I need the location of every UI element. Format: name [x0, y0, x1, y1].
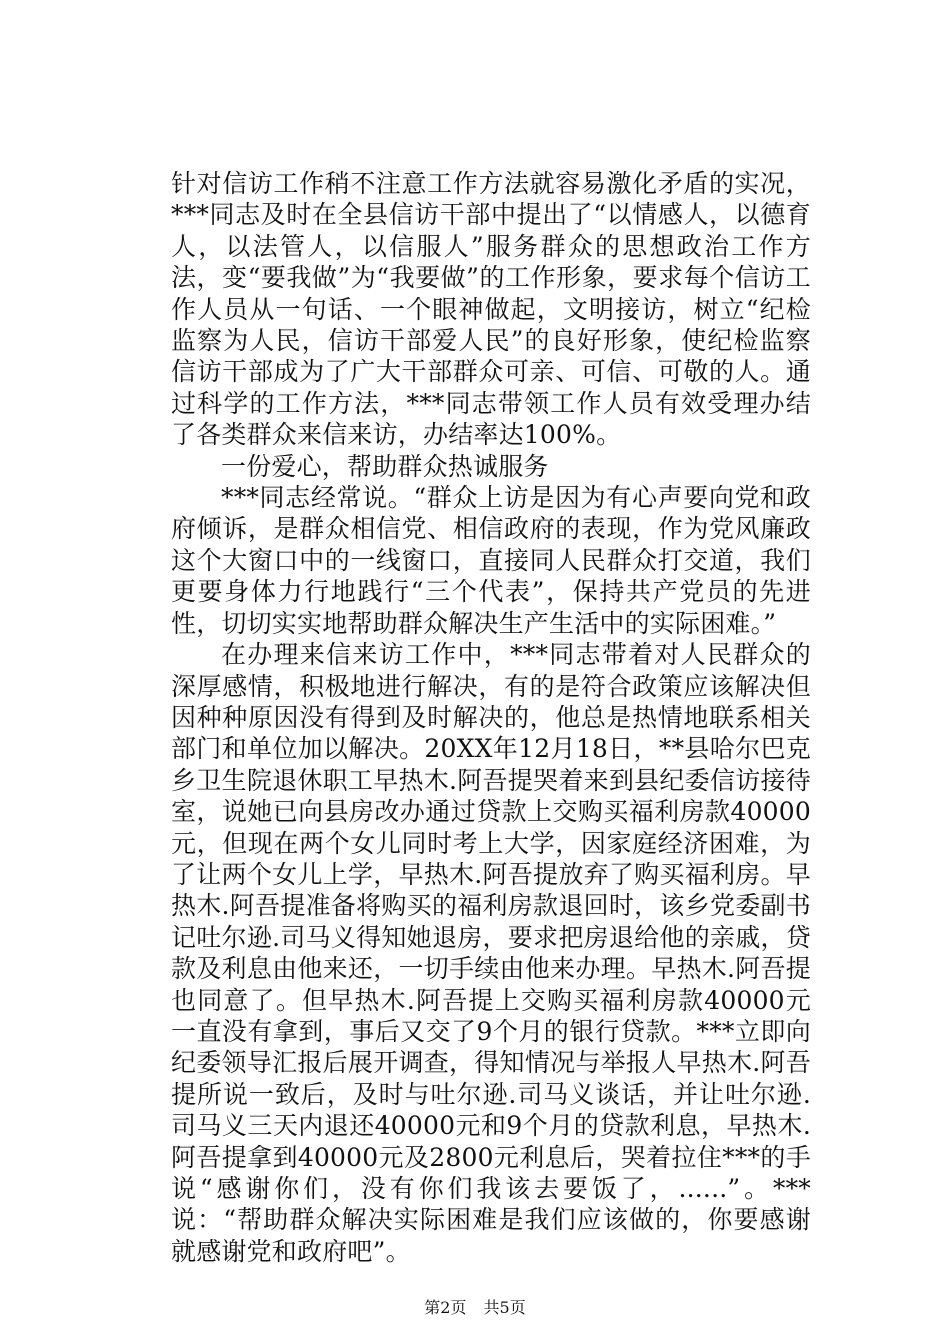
document-body [171, 168, 811, 1267]
page-total: 共5页 [483, 1298, 526, 1317]
paragraph-intro: 针对信访工作稍不注意工作方法就容易激化矛盾的实况，***同志及时在全县信访干部中提出了“以情感人，以德育人，以法管人，以信服人”服务群众的思想政治工作方法，变“要我做”为“我要做”的工作形象，要求每个信访工作人员从一句话、一个眼神做起，文明接访，树立“纪检监察为人民，信访干部爱人民”的良好形象，使纪检监察信访干部成为了广大干部群众可亲、可信、可敬的人。通过科学的工作方法，***同志带领工作人员有效受理办结了各类群众来信来访，办结率达100%。 [171, 169, 811, 450]
section-heading: 一份爱心，帮助群众热诚服务 [221, 451, 549, 481]
page-footer [0, 1298, 950, 1318]
paragraph-quote: ***同志经常说。“群众上访是因为有心声要向党和政府倾诉，是群众相信党、相信政府的表现，作为党风廉政这个大窗口中的一线窗口，直接同人民群众打交道，我们更要身体力行地践行“三个代表”，保持共产党员的先进性，切切实实地帮助群众解决生产生活中的实际困难。” [171, 483, 811, 638]
page-number: 第2页 [424, 1298, 467, 1317]
paragraph-case: 在办理来信来访工作中，***同志带着对人民群众的深厚感情，积极地进行解决，有的是符合政策应该解决但因种种原因没有得到及时解决的，他总是热情地联系相关部门和单位加以解决。20XX年12月18日，**县哈尔巴克乡卫生院退休职工早热木.阿吾提哭着来到县纪委信访接待室，说她已向县房改办通过贷款上交购买福利房款40000元，但现在两个女儿同时考上大学，因家庭经济困难，为了让两个女儿上学，早热木.阿吾提放弃了购买福利房。早热木.阿吾提准备将购买的福利房款退回时，该乡党委副书记吐尔逊.司马义得知她退房，要求把房退给他的亲戚，贷款及利息由他来还，一切手续由他来办理。早热木.阿吾提也同意了。但早热木.阿吾提上交购买福利房款40000元一直没有拿到，事后又交了9个月的银行贷款。***立即向纪委领导汇报后展开调查，得知情况与举报人早热木.阿吾提所说一致后，及时与吐尔逊.司马义谈话，并让吐尔逊.司马义三天内退还40000元和9个月的贷款利息，早热木.阿吾提拿到40000元及2800元利息后，哭着拉住***的手说“感谢你们，没有你们我该去要饭了，......”。***说：“帮助群众解决实际困难是我们应该做的，你要感谢就感谢党和政府吧”。 [171, 640, 811, 1266]
